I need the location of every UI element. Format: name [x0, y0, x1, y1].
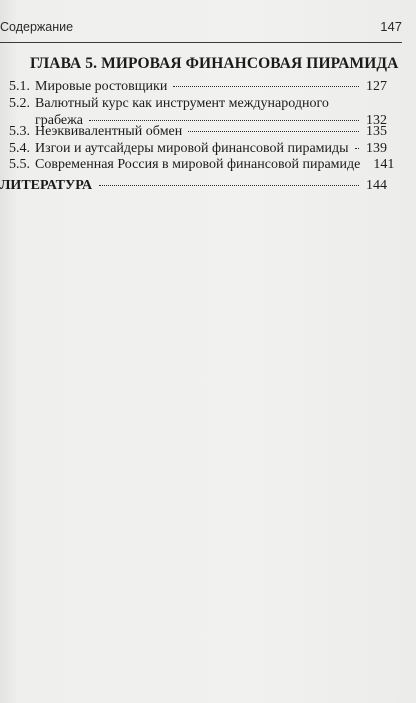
toc-entry-label: Изгои и аутсайдеры мировой финансовой пирамиды: [35, 141, 349, 156]
toc-entry-label: Мировые ростовщики: [35, 79, 168, 94]
dot-leader: [173, 86, 359, 87]
toc-entry-line: [35, 79, 387, 95]
chapter-title: ГЛАВА 5. МИРОВАЯ ФИНАНСОВАЯ ПИРАМИДА: [30, 55, 399, 72]
literature-label: ЛИТЕРАТУРА: [0, 178, 93, 193]
toc-entry-page: 139: [366, 141, 387, 156]
toc-entry-number: 5.3.: [9, 124, 30, 139]
toc-entry-page: 132: [366, 113, 387, 128]
dot-leader: [99, 185, 359, 186]
toc-entry-number: 5.4.: [9, 141, 30, 156]
header-rule: [0, 42, 402, 43]
toc-entry-number: 5.5.: [9, 157, 30, 172]
toc-entry-number: 5.1.: [9, 79, 30, 94]
page-number: 147: [380, 19, 402, 34]
running-title: Содержание: [0, 20, 74, 34]
toc-entry-page: 127: [366, 79, 387, 94]
literature-page: 144: [366, 178, 387, 193]
dot-leader: [188, 131, 359, 132]
toc-entry-line: [35, 157, 395, 173]
toc-entry-literature[interactable]: [0, 178, 387, 194]
toc-entry-label-line1: Валютный курс как инструмент международного: [35, 96, 329, 111]
toc-entry-line: [35, 124, 387, 140]
toc-entry-line: [35, 141, 387, 157]
toc-entry-label: Современная Россия в мировой финансовой пирамиде: [35, 157, 361, 172]
toc-entry-page: 141: [373, 157, 395, 172]
dot-leader: [355, 148, 359, 149]
toc-entry-number: 5.2.: [9, 96, 30, 111]
toc-entry-label: грабежа: [35, 113, 83, 128]
running-head: [0, 20, 402, 42]
toc-entry-page: 135: [366, 124, 387, 139]
dot-leader: [89, 120, 359, 121]
toc-entry-label: Неэквивалентный обмен: [35, 124, 183, 139]
